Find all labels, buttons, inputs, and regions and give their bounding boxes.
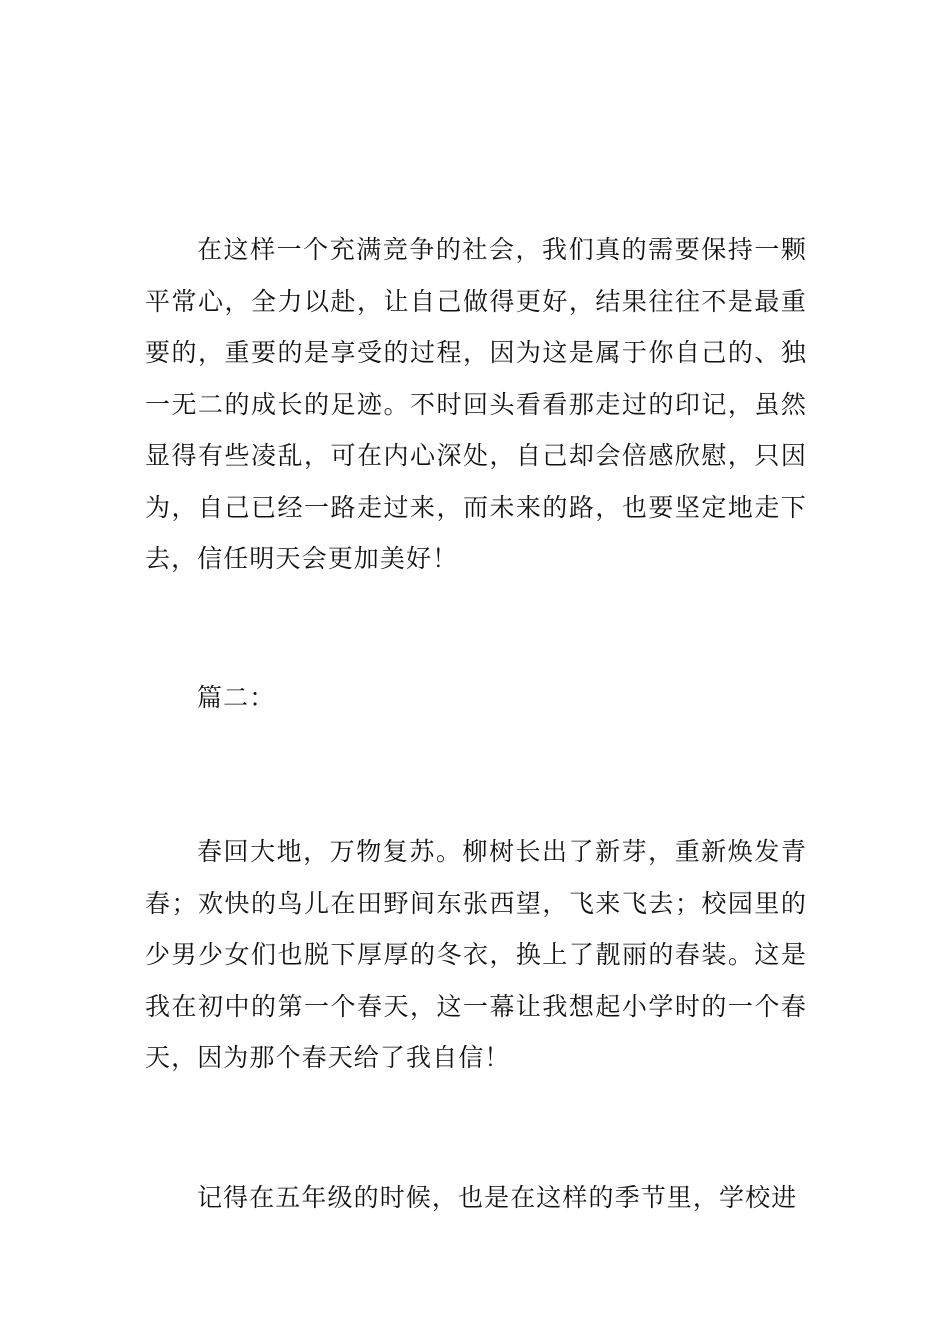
- paragraph-fifth-grade: 记得在五年级的时候，也是在这样的季节里，学校进: [197, 1183, 798, 1212]
- paragraph-spring: 春回大地，万物复苏。柳树长出了新芽，重新焕发青春；欢快的鸟儿在田野间东张西望，飞来飞去；校园里的少男少女们也脱下厚厚的冬衣，换上了靓丽的春装。这是我在初中的第一个春天，这一幕让我想起小学时的一个春天，因为那个春天给了我自信！: [145, 837, 807, 1072]
- section-heading-part-two: 篇二：: [197, 683, 276, 712]
- paragraph-peace-of-mind: 在这样一个充满竞争的社会，我们真的需要保持一颗平常心，全力以赴，让自己做得更好，结果往往不是最重要的，重要的是享受的过程，因为这是属于你自己的、独一无二的成长的足迹。不时回头看看那走过的印记，虽然显得有些凌乱，可在内心深处，自己却会倍感欣慰，只因为，自己已经一路走过来，而未来的路，也要坚定地走下去，信任明天会更加美好！: [145, 235, 807, 573]
